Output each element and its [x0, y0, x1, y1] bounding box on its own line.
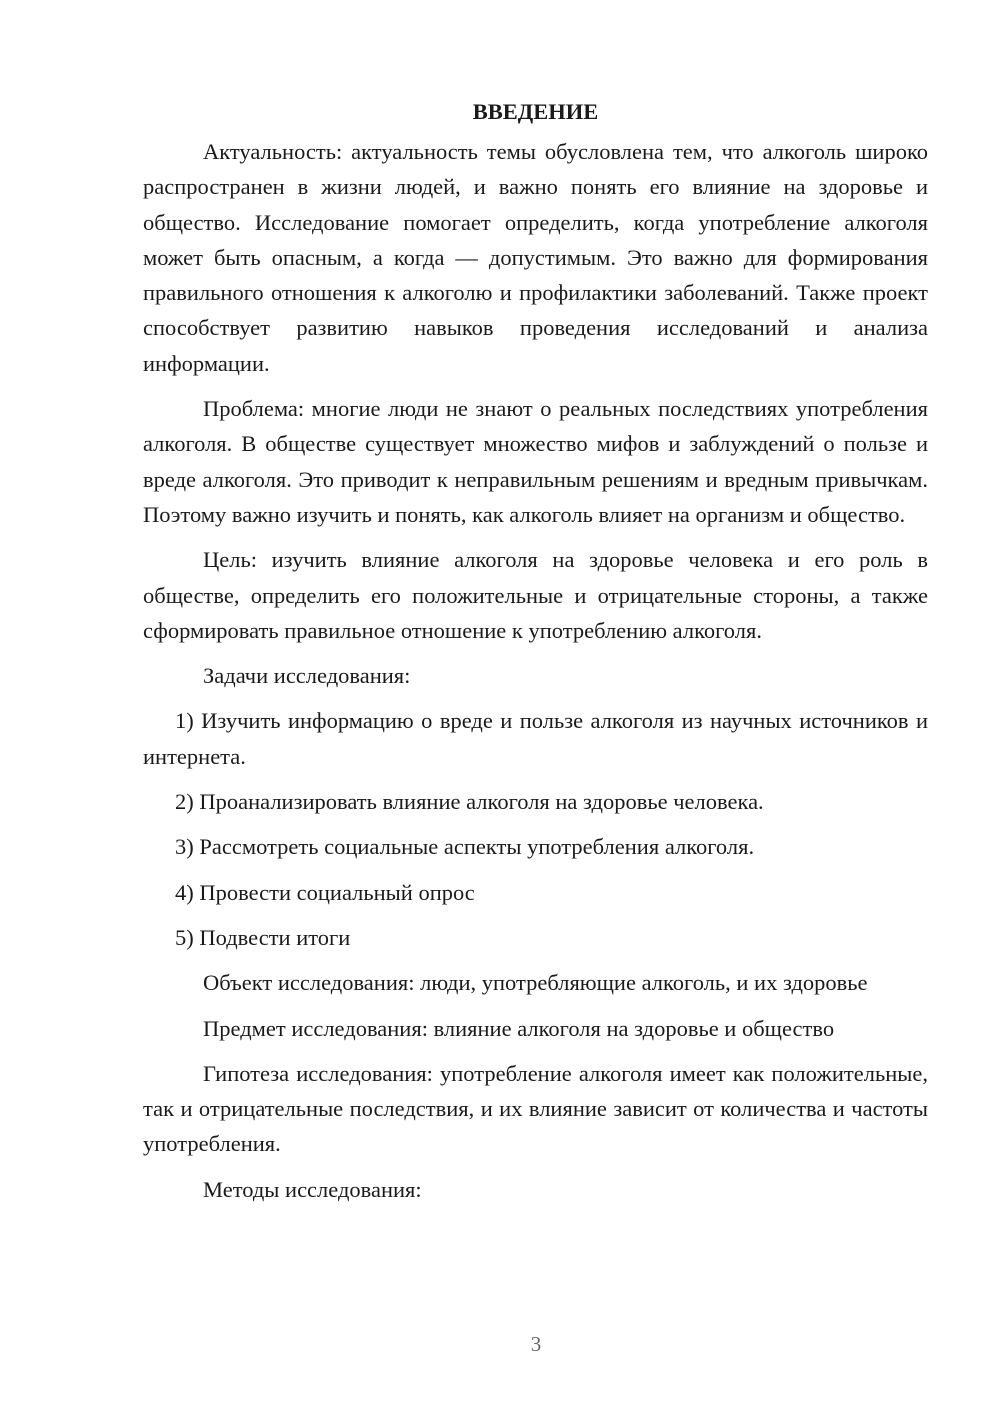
page-number: 3	[530, 1332, 542, 1356]
paragraph-object: Объект исследования: люди, употребляющие алкоголь, и их здоровье	[203, 970, 868, 996]
paragraph-hypothesis: Гипотеза исследования: употребление алкоголя имеет как положительные, так и отрицательные последствия, и их влияние зависит от количества и частоты употребления.	[143, 1060, 928, 1157]
task-item: 4) Провести социальный опрос	[175, 879, 475, 905]
section-title: ВВЕДЕНИЕ	[472, 99, 599, 124]
paragraph-subject: Предмет исследования: влияние алкоголя на здоровье и общество	[203, 1015, 835, 1041]
task-item: 5) Подвести итоги	[175, 924, 351, 950]
paragraph-problem: Проблема: многие люди не знают о реальных последствиях употребления алкоголя. В обществе существует множество мифов и заблуждений о пользе и вреде алкоголя. Это приводит к неправильным решениям и вредным привычкам. Поэтому важно изучить и понять, как алкоголь влияет на организм и общество.	[143, 396, 928, 527]
paragraph-relevance: Актуальность: актуальность темы обусловлена тем, что алкоголь широко распространен в жизни людей, и важно понять его влияние на здоровье и общество. Исследование помогает определить, когда употребление алкоголя может быть опасным, а когда — допустимым. Это важно для формирования правильного отношения к алкоголю и профилактики заболеваний. Также проект способствует развитию навыков проведения исследований и анализа информации.	[143, 139, 928, 376]
page-content	[143, 94, 928, 1217]
task-item: 3) Рассмотреть социальные аспекты употребления алкоголя.	[175, 834, 755, 860]
paragraph-goal: Цель: изучить влияние алкоголя на здоровье человека и его роль в обществе, определить его положительные и отрицательные стороны, а также сформировать правильное отношение к употреблению алкоголя.	[143, 547, 928, 643]
task-item: 1) Изучить информацию о вреде и пользе алкоголя из научных источников и интернета.	[143, 708, 928, 769]
paragraph-tasks-heading: Задачи исследования:	[203, 663, 411, 689]
task-item: 2) Проанализировать влияние алкоголя на здоровье человека.	[175, 789, 764, 815]
paragraph-methods: Методы исследования:	[203, 1176, 422, 1202]
